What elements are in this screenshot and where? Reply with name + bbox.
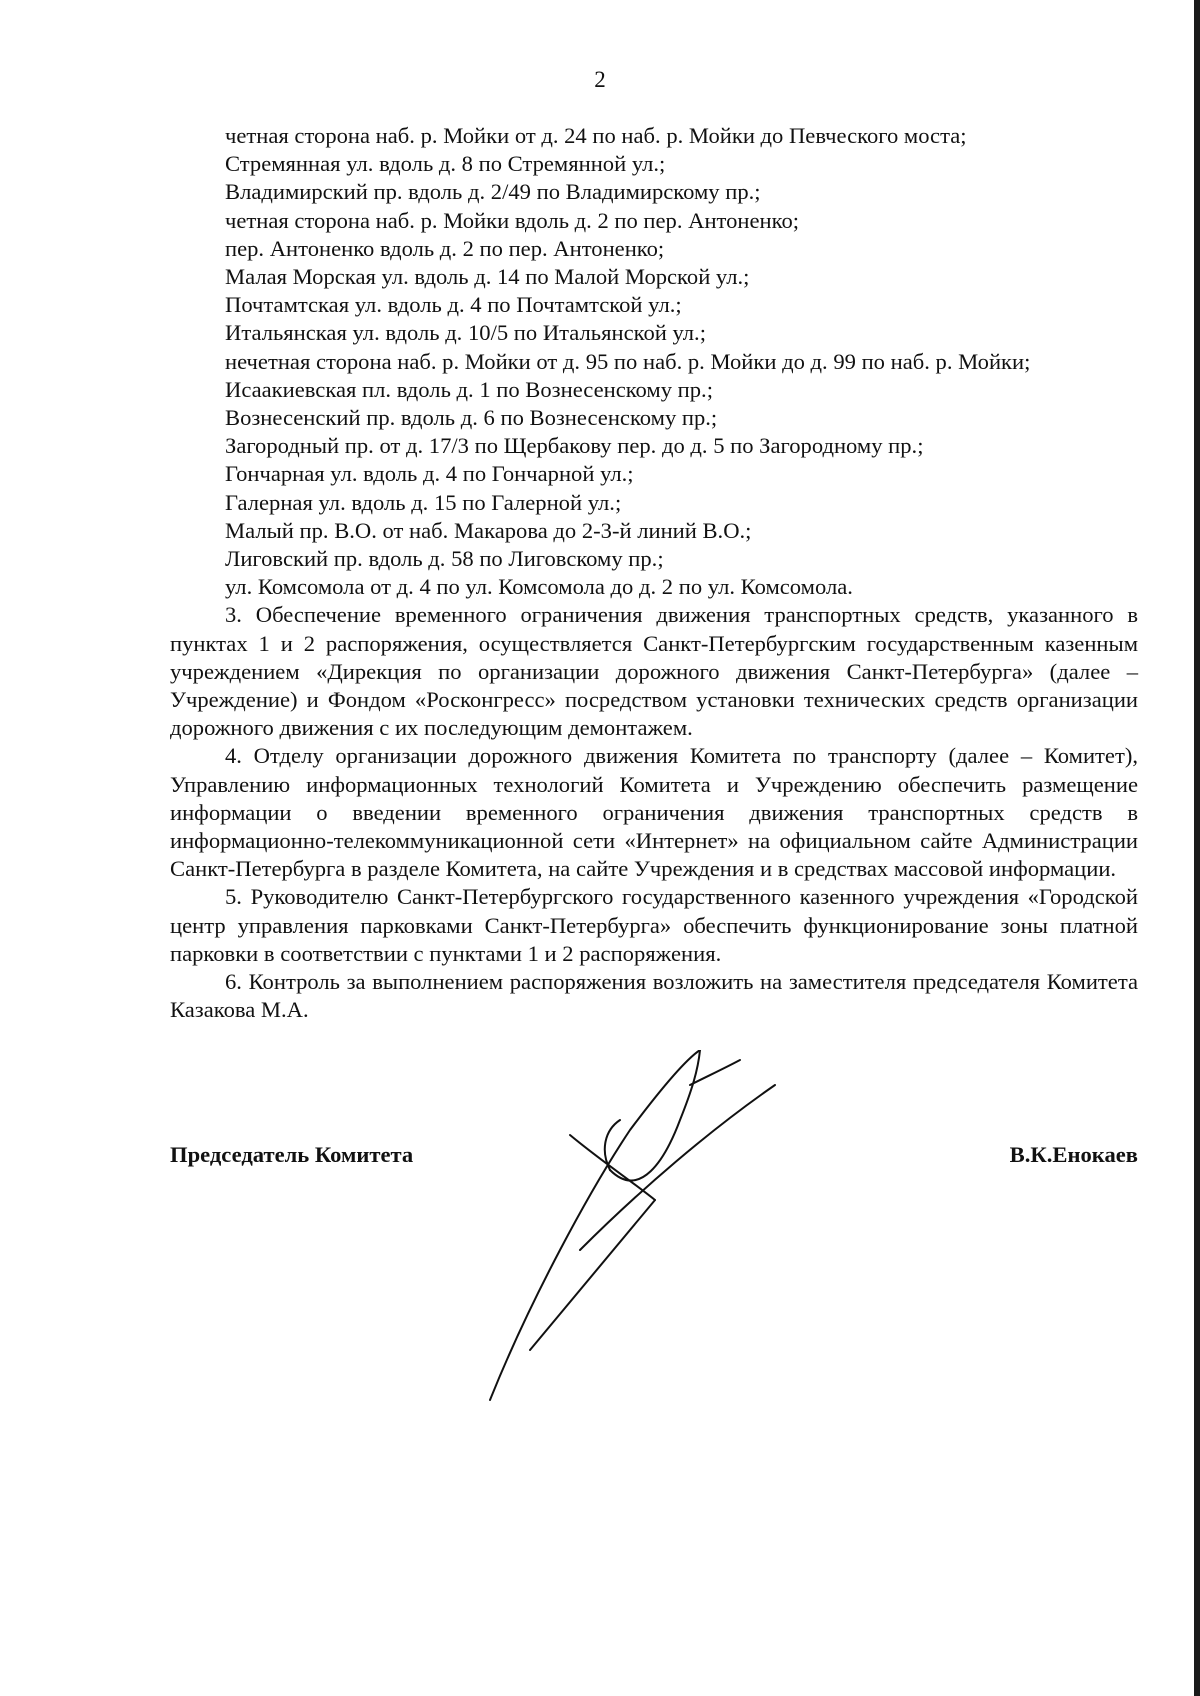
- paragraph-5: 5. Руководителю Санкт-Петербургского государственного казенного учреждения «Городской центр управления парковками Санкт-Петербурга» обеспечить функционирование зоны платной парковки в соответствии с пунктами 1 и 2 распоряжения.: [170, 884, 1138, 966]
- street-item: Почтамтская ул. вдоль д. 4 по Почтамтской ул.;: [225, 292, 682, 318]
- street-item: Гончарная ул. вдоль д. 4 по Гончарной ул.;: [225, 461, 634, 487]
- street-item: нечетная сторона наб. р. Мойки от д. 95 по наб. р. Мойки до д. 99 по наб. р. Мойки;: [225, 348, 1031, 374]
- street-item: четная сторона наб. р. Мойки от д. 24 по наб. р. Мойки до Певческого моста;: [225, 123, 967, 148]
- paragraphs: [170, 601, 1138, 1024]
- street-item: Владимирский пр. вдоль д. 2/49 по Владимирскому пр.;: [225, 179, 761, 205]
- street-item: ул. Комсомола от д. 4 по ул. Комсомола до д. 2 по ул. Комсомола.: [225, 574, 853, 600]
- street-item: Итальянская ул. вдоль д. 10/5 по Итальянской ул.;: [225, 320, 706, 346]
- street-item: Стремянная ул. вдоль д. 8 по Стремянной ул.;: [225, 151, 666, 177]
- street-item: Малый пр. В.О. от наб. Макарова до 2-3-й линий В.О.;: [225, 517, 752, 543]
- street-item: Лиговский пр. вдоль д. 58 по Лиговскому пр.;: [225, 546, 664, 572]
- paragraph-3: 3. Обеспечение временного ограничения движения транспортных средств, указанного в пунктах 1 и 2 распоряжения, осуществляется Санкт-Петербургским государственным казенным учреждением «Дирекция по организации дорожного движения Санкт-Петербурга» (далее – Учреждение) и Фондом «Росконгресс» посредством установки технических средств организации дорожного движения с их последующим демонтажем.: [170, 602, 1138, 741]
- page-number: 2: [594, 67, 606, 92]
- street-item: Галерная ул. вдоль д. 15 по Галерной ул.;: [225, 489, 622, 515]
- handwritten-signature: [470, 1050, 840, 1410]
- document-body: [170, 122, 1138, 1025]
- street-item: Малая Морская ул. вдоль д. 14 по Малой Морской ул.;: [225, 264, 750, 290]
- street-list: [170, 122, 1138, 601]
- signer-title: Председатель Комитета: [170, 1142, 414, 1167]
- paragraph-4: 4. Отделу организации дорожного движения Комитета по транспорту (далее – Комитет), Управлению информационных технологий Комитета и Учреждению обеспечить размещение информации о введении временного ограничения движения транспортных средств в информационно-телекоммуникационной сети «Интернет» на официальном сайте Администрации Санкт-Петербурга в разделе Комитета, на сайте Учреждения и в средствах массовой информации.: [170, 743, 1138, 882]
- street-item: Исаакиевская пл. вдоль д. 1 по Вознесенскому пр.;: [225, 376, 713, 402]
- signer-name: В.К.Енокаев: [1009, 1142, 1138, 1167]
- page-edge: [1194, 0, 1200, 1696]
- street-item: пер. Антоненко вдоль д. 2 по пер. Антоненко;: [225, 235, 665, 261]
- paragraph-6: 6. Контроль за выполнением распоряжения возложить на заместителя председателя Комитета Казакова М.А.: [170, 969, 1138, 1023]
- street-item: Загородный пр. от д. 17/3 по Щербакову пер. до д. 5 по Загородному пр.;: [225, 433, 924, 459]
- street-item: четная сторона наб. р. Мойки вдоль д. 2 по пер. Антоненко;: [225, 207, 800, 233]
- street-item: Вознесенский пр. вдоль д. 6 по Вознесенскому пр.;: [225, 405, 718, 431]
